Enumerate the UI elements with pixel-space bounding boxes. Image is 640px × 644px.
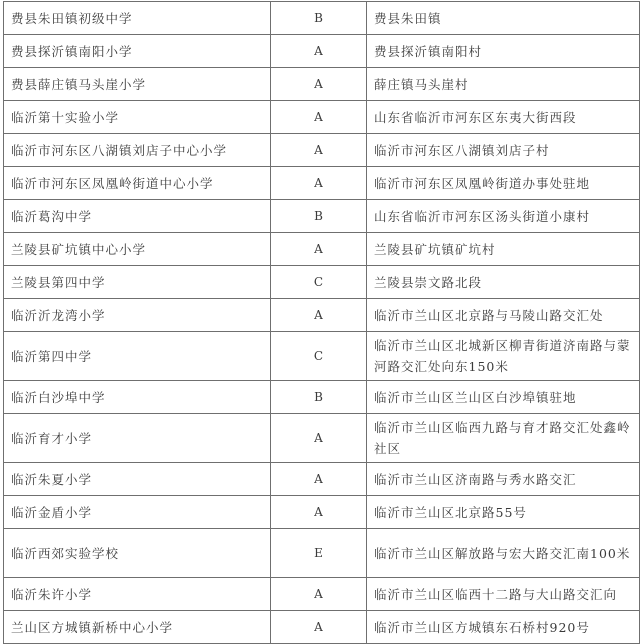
table-row (4, 299, 640, 332)
table-row (4, 611, 640, 644)
table-row (4, 233, 640, 266)
school-name-cell: 临沂白沙埠中学 (4, 381, 271, 414)
grade-cell: B (271, 2, 367, 35)
school-name-cell: 兰陵县矿坑镇中心小学 (4, 233, 271, 266)
school-name-cell: 兰山区方城镇新桥中心小学 (4, 611, 271, 644)
school-name-cell: 临沂市河东区八湖镇刘店子中心小学 (4, 134, 271, 167)
address-cell: 临沂市兰山区北京路与马陵山路交汇处 (367, 299, 640, 332)
school-name-cell: 临沂育才小学 (4, 414, 271, 463)
grade-cell: A (271, 611, 367, 644)
address-cell: 临沂市兰山区兰山区白沙埠镇驻地 (367, 381, 640, 414)
school-name-cell: 临沂第十实验小学 (4, 101, 271, 134)
table-row (4, 332, 640, 381)
school-name-cell: 临沂金盾小学 (4, 496, 271, 529)
grade-cell: A (271, 101, 367, 134)
address-cell: 临沂市兰山区北京路55号 (367, 496, 640, 529)
address-cell: 薛庄镇马头崖村 (367, 68, 640, 101)
grade-cell: B (271, 200, 367, 233)
school-name-cell: 临沂葛沟中学 (4, 200, 271, 233)
table-row (4, 463, 640, 496)
grade-cell: A (271, 299, 367, 332)
school-name-cell: 临沂第四中学 (4, 332, 271, 381)
address-cell: 兰陵县矿坑镇矿坑村 (367, 233, 640, 266)
table-row (4, 167, 640, 200)
address-cell: 临沂市兰山区临西九路与育才路交汇处鑫岭社区 (367, 414, 640, 463)
grade-cell: E (271, 529, 367, 578)
address-cell: 临沂市兰山区方城镇东石桥村920号 (367, 611, 640, 644)
table-row (4, 2, 640, 35)
grade-cell: A (271, 167, 367, 200)
school-table (3, 1, 640, 644)
school-name-cell: 费县薛庄镇马头崖小学 (4, 68, 271, 101)
school-name-cell: 兰陵县第四中学 (4, 266, 271, 299)
grade-cell: A (271, 233, 367, 266)
grade-cell: A (271, 68, 367, 101)
grade-cell: A (271, 35, 367, 68)
grade-cell: C (271, 266, 367, 299)
school-name-cell: 临沂沂龙湾小学 (4, 299, 271, 332)
table-row (4, 578, 640, 611)
address-cell: 临沂市兰山区北城新区柳青街道济南路与蒙河路交汇处向东150米 (367, 332, 640, 381)
address-cell: 兰陵县崇文路北段 (367, 266, 640, 299)
grade-cell: A (271, 496, 367, 529)
grade-cell: A (271, 463, 367, 496)
school-name-cell: 临沂朱许小学 (4, 578, 271, 611)
address-cell: 临沂市兰山区解放路与宏大路交汇南100米 (367, 529, 640, 578)
table-row (4, 200, 640, 233)
grade-cell: A (271, 414, 367, 463)
school-name-cell: 临沂西郊实验学校 (4, 529, 271, 578)
table-row (4, 68, 640, 101)
address-cell: 费县探沂镇南阳村 (367, 35, 640, 68)
address-cell: 费县朱田镇 (367, 2, 640, 35)
school-name-cell: 费县探沂镇南阳小学 (4, 35, 271, 68)
table-row (4, 134, 640, 167)
grade-cell: C (271, 332, 367, 381)
address-cell: 临沂市兰山区济南路与秀水路交汇 (367, 463, 640, 496)
address-cell: 临沂市河东区八湖镇刘店子村 (367, 134, 640, 167)
grade-cell: A (271, 578, 367, 611)
address-cell: 山东省临沂市河东区汤头街道小康村 (367, 200, 640, 233)
address-cell: 山东省临沂市河东区东夷大街西段 (367, 101, 640, 134)
address-cell: 临沂市河东区凤凰岭街道办事处驻地 (367, 167, 640, 200)
school-name-cell: 临沂朱夏小学 (4, 463, 271, 496)
table-row (4, 529, 640, 578)
table-row (4, 35, 640, 68)
table-row (4, 496, 640, 529)
grade-cell: B (271, 381, 367, 414)
table-row (4, 381, 640, 414)
school-name-cell: 临沂市河东区凤凰岭街道中心小学 (4, 167, 271, 200)
table-row (4, 414, 640, 463)
school-name-cell: 费县朱田镇初级中学 (4, 2, 271, 35)
address-cell: 临沂市兰山区临西十二路与大山路交汇向 (367, 578, 640, 611)
table-row (4, 101, 640, 134)
grade-cell: A (271, 134, 367, 167)
table-row (4, 266, 640, 299)
school-table-body (4, 2, 640, 644)
